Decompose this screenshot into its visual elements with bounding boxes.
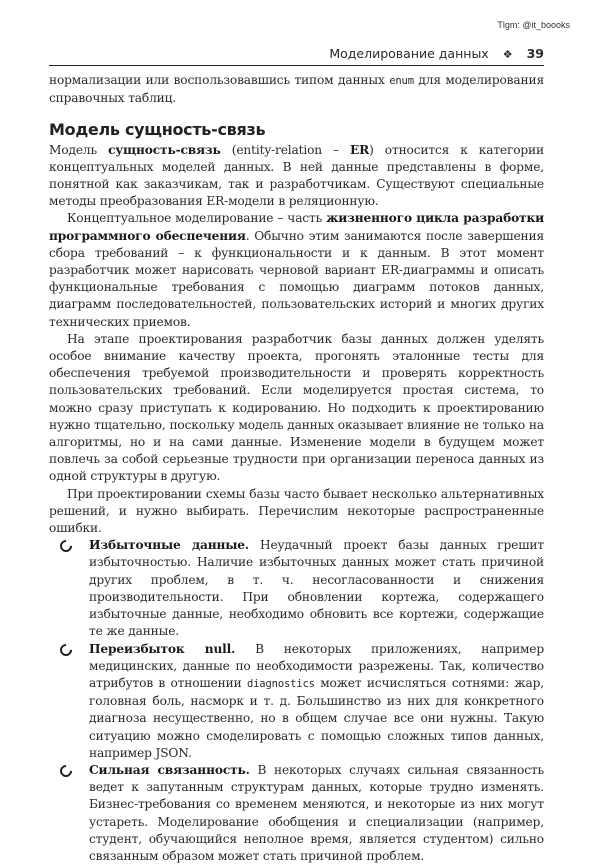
- running-header: [49, 44, 544, 66]
- page-body: [49, 72, 544, 865]
- list-item: Переизбыток null. В некоторых приложениях, например медицинских, данные по необходимости разрежены. Так, количество атрибутов в отношении diagnostics может исчисляться сотнями: жар, головная боль, насморк и т. д. Большинство из них для конкретного диагноза несущественно, но в общем случае все они нужны. Такую ситуацию можно смоделировать с помощью сложных типов данных, например JSON.: [89, 641, 544, 762]
- intro-paragraph: нормализации или воспользовавшись типом данных enum для моделирования справочных таблиц.: [49, 73, 544, 106]
- list-item-title: Переизбыток null.: [89, 641, 236, 656]
- circle-bullet-icon: [58, 641, 75, 658]
- section-title: Модель сущность-связь: [49, 120, 266, 140]
- bold-term: жизненного цикла разработки программного обеспечения: [49, 211, 544, 243]
- diamond-ornament-icon: ❖: [502, 48, 513, 61]
- paragraph-2: Концептуальное моделирование – часть жизненного цикла разработки программного обеспечения. Обычно этим занимаются после завершения сбора требований – к функциональности и к данным. В этот момент разработчик может нарисовать черновой вариант ER-диаграммы и описать функциональные требования с помощью диаграмм потоков данных, диаграмм последовательностей, пользовательских историй и многих других технических приемов.: [49, 211, 545, 329]
- paragraph-3: На этапе проектирования разработчик базы данных должен уделять особое внимание качеству проекта, прогонять эталонные тесты для обеспечения требуемой производительности и проверять корректность пользовательских требований. Если моделируется простая система, то можно сразу приступать к кодированию. Но подходить к проектированию нужно тщательно, поскольку модель данных оказывает влияние не только на алгоритмы, но и на сами данные. Изменение модели в будущем может повлечь за собой серьезные трудности при организации переноса данных из одной структуры в другую.: [49, 331, 544, 484]
- paragraph-4: При проектировании схемы базы часто бывает несколько альтернативных решений, и нужно выбирать. Перечислим некоторые распространенные ошибки.: [49, 486, 544, 536]
- list-item-title: Сильная связанность.: [89, 762, 250, 777]
- inline-code: diagnostics: [246, 677, 315, 690]
- bold-term: сущность-связь: [108, 142, 221, 157]
- page-number: 39: [526, 46, 544, 61]
- bold-term: ER: [350, 142, 370, 157]
- paragraph-1: Модель сущность-связь (entity-relation – ER) относится к категории концептуальных моделей данных. В ней данные представлены в форме, понятной как заказчикам, так и разработчикам. Существуют специальные методы преобразования ER-модели в реляционную.: [49, 142, 544, 209]
- circle-bullet-icon: [58, 762, 75, 779]
- chapter-title: Моделирование данных: [329, 46, 489, 61]
- list-item-title: Избыточные данные.: [89, 538, 250, 553]
- circle-bullet-icon: [58, 538, 75, 555]
- error-list: [49, 537, 544, 865]
- watermark: Tlgm: @it_boooks: [497, 20, 570, 30]
- list-item: Избыточные данные. Неудачный проект базы данных грешит избыточностью. Наличие избыточных данных может стать причиной других проблем, в т. ч. несогласованности и снижения производительности. При обновлении кортежа, содержащего избыточные данные, необходимо обновить все кортежи, содержащие те же данные.: [89, 537, 544, 640]
- inline-code: enum: [389, 75, 414, 87]
- list-item: Сильная связанность. В некоторых случаях сильная связанность ведет к запутанным структурам данных, которые трудно изменять. Бизнес-требования со временем меняются, и некоторые из них могут устареть. Моделирование обобщения и специализации (например, студент, обучающийся неполное время, является студентом) сильно связанным образом может стать причиной проблем.: [89, 762, 544, 865]
